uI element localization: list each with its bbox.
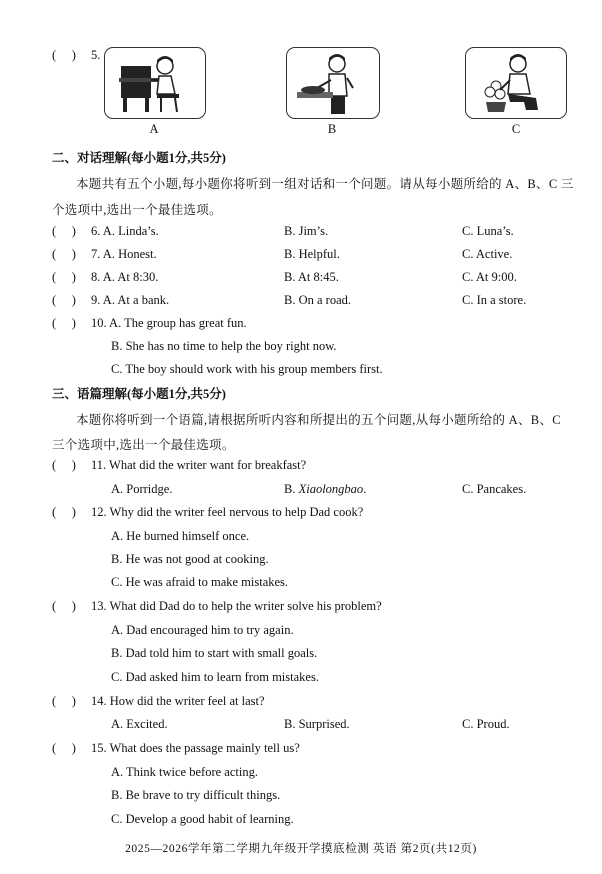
option-c: C. Pancakes. — [462, 482, 527, 496]
question-stem: 12. Why did the writer feel nervous to help Dad cook? — [91, 505, 364, 519]
question-stem: 8. A. At 8:30. — [91, 270, 159, 284]
page-footer: 2025—2026学年第二学期九年级开学摸底检测 英语 第2页(共12页) — [125, 843, 477, 855]
option-label-a: A — [149, 122, 159, 136]
option-a: A. He burned himself once. — [111, 529, 250, 543]
question-stem: 7. A. Honest. — [91, 247, 157, 261]
option-b: B. She has no time to help the boy right now. — [111, 339, 337, 353]
option-label-b: B — [327, 122, 337, 136]
answer-bracket: ( ) — [52, 293, 76, 307]
section-instructions: 本题共有五个小题,每小题你将听到一组对话和一个问题。请从每小题所给的 A、B、C 三 — [76, 177, 574, 191]
boy-planting-flowers-image — [466, 48, 566, 118]
answer-bracket: ( ) — [52, 741, 76, 755]
question-stem: 9. A. At a bank. — [91, 293, 170, 307]
option-c: C. Dad asked him to learn from mistakes. — [111, 670, 319, 684]
answer-bracket: ( ) — [52, 599, 76, 613]
section-title: 二、对话理解(每小题1分,共5分) — [52, 151, 226, 165]
question-stem: 10. A. The group has great fun. — [91, 316, 247, 330]
answer-bracket: ( ) — [52, 316, 76, 330]
option-c: C. In a store. — [462, 293, 527, 307]
boy-playing-piano-image — [105, 48, 205, 118]
option-b: B. Xiaolongbao. — [284, 482, 367, 496]
answer-bracket: ( ) — [52, 694, 76, 708]
option-b: B. Be brave to try difficult things. — [111, 788, 281, 802]
option-c: C. Develop a good habit of learning. — [111, 812, 294, 826]
section-instructions: 本题你将听到一个语篇,请根据所听内容和所提出的五个问题,从每小题所给的 A、B、C — [76, 413, 561, 427]
section-title: 三、语篇理解(每小题1分,共5分) — [52, 387, 226, 401]
option-b: B. Jim’s. — [284, 224, 329, 238]
option-a: A. Dad encouraged him to try again. — [111, 623, 294, 637]
picture-a-piano — [104, 47, 206, 119]
answer-bracket: ( ) — [52, 505, 76, 519]
option-c: C. The boy should work with his group members first. — [111, 362, 383, 376]
answer-bracket: ( ) — [52, 458, 76, 472]
question-stem: 14. How did the writer feel at last? — [91, 694, 265, 708]
option-c: C. At 9:00. — [462, 270, 517, 284]
answer-bracket: ( ) — [52, 247, 76, 261]
answer-bracket: ( ) — [52, 48, 76, 62]
option-c: C. Luna’s. — [462, 224, 514, 238]
option-c: C. He was afraid to make mistakes. — [111, 575, 289, 589]
option-a: A. Excited. — [111, 717, 168, 731]
option-b-italic-word: Xiaolongbao — [298, 482, 364, 496]
question-number: 5. — [91, 48, 101, 62]
question-stem: 13. What did Dad do to help the writer solve his problem? — [91, 599, 382, 613]
section-instructions: 个选项中,选出一个最佳选项。 — [52, 203, 222, 217]
option-b: B. He was not good at cooking. — [111, 552, 269, 566]
option-c: C. Proud. — [462, 717, 510, 731]
question-stem: 15. What does the passage mainly tell us? — [91, 741, 300, 755]
question-stem: 6. A. Linda’s. — [91, 224, 159, 238]
answer-bracket: ( ) — [52, 224, 76, 238]
option-label-c: C — [511, 122, 521, 136]
section-instructions: 三个选项中,选出一个最佳选项。 — [52, 438, 235, 452]
option-b: B. Surprised. — [284, 717, 350, 731]
picture-c-gardening — [465, 47, 567, 119]
answer-bracket: ( ) — [52, 270, 76, 284]
picture-b-cooking — [286, 47, 380, 119]
option-c: C. Active. — [462, 247, 513, 261]
question-stem: 11. What did the writer want for breakfast? — [91, 458, 307, 472]
option-b: B. On a road. — [284, 293, 351, 307]
option-b: B. Dad told him to start with small goals. — [111, 646, 318, 660]
option-b: B. Helpful. — [284, 247, 340, 261]
boy-cooking-image — [287, 48, 379, 118]
option-b: B. At 8:45. — [284, 270, 339, 284]
option-a: A. Think twice before acting. — [111, 765, 258, 779]
option-a: A. Porridge. — [111, 482, 173, 496]
